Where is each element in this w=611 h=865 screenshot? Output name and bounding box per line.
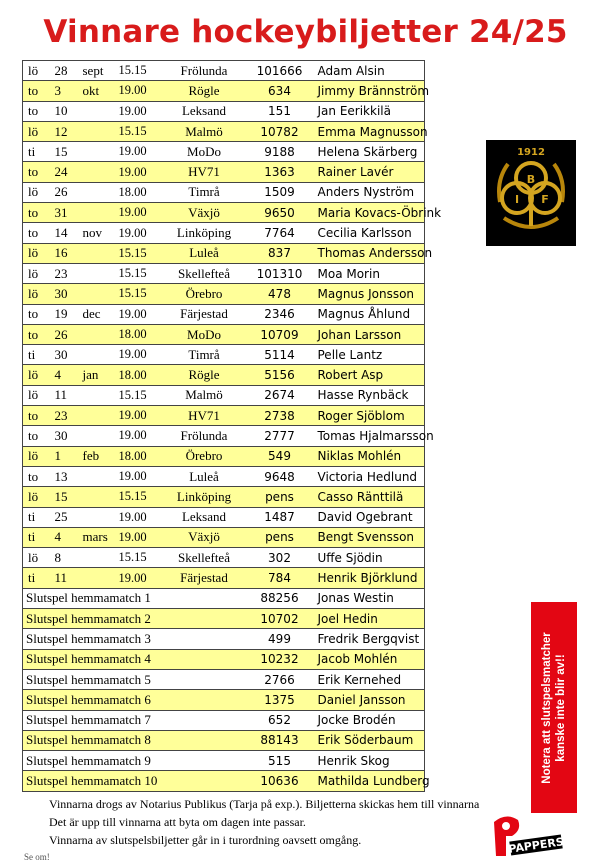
opponent-cell: Timrå: [157, 182, 252, 202]
month-cell: sept: [83, 61, 119, 81]
table-row: [23, 446, 425, 466]
winner-cell: Jonas Westin: [308, 588, 425, 608]
winner-cell: Maria Kovacs-Öbrink: [308, 203, 425, 223]
winner-cell: Henrik Björklund: [308, 568, 425, 588]
table-row: [23, 81, 425, 101]
time-cell: 15.15: [119, 548, 157, 568]
month-cell: [83, 243, 119, 263]
month-cell: [83, 548, 119, 568]
time-cell: 18.00: [119, 365, 157, 385]
ticket-number-cell: pens: [252, 527, 308, 547]
table-row: [23, 203, 425, 223]
time-cell: 15.15: [119, 487, 157, 507]
opponent-cell: HV71: [157, 406, 252, 426]
ticket-number-cell: 1487: [252, 507, 308, 527]
winner-cell: Erik Kernehed: [308, 669, 425, 689]
winner-cell: Daniel Jansson: [308, 690, 425, 710]
opponent-cell: Timrå: [157, 345, 252, 365]
ticket-number-cell: 10232: [252, 649, 308, 669]
month-cell: [83, 487, 119, 507]
ticket-number-cell: 1363: [252, 162, 308, 182]
table-row: [23, 406, 425, 426]
opponent-cell: Malmö: [157, 385, 252, 405]
notice-line-2: kanske inte blir av!!: [555, 653, 567, 762]
winner-cell: Roger Sjöblom: [308, 406, 425, 426]
month-cell: [83, 142, 119, 162]
date-cell: 8: [55, 548, 83, 568]
playoff-label-cell: Slutspel hemmamatch 6: [23, 690, 252, 710]
opponent-cell: Färjestad: [157, 568, 252, 588]
opponent-cell: Växjö: [157, 203, 252, 223]
time-cell: 19.00: [119, 81, 157, 101]
weekday-cell: to: [23, 101, 55, 121]
table-row: [23, 609, 425, 629]
table-row: [23, 304, 425, 324]
winner-cell: Erik Söderbaum: [308, 730, 425, 750]
month-cell: [83, 162, 119, 182]
table-row: [23, 121, 425, 141]
weekday-cell: ti: [23, 345, 55, 365]
ticket-number-cell: 302: [252, 548, 308, 568]
table-row: [23, 690, 425, 710]
ticket-number-cell: 634: [252, 81, 308, 101]
winner-cell: Pelle Lantz: [308, 345, 425, 365]
playoff-label-cell: Slutspel hemmamatch 8: [23, 730, 252, 750]
sponsor-name: PAPPERS: [507, 835, 564, 856]
table-row: [23, 751, 425, 771]
weekday-cell: to: [23, 304, 55, 324]
ticket-number-cell: 784: [252, 568, 308, 588]
ticket-number-cell: 5114: [252, 345, 308, 365]
time-cell: 18.00: [119, 446, 157, 466]
opponent-cell: Rögle: [157, 365, 252, 385]
table-row: [23, 324, 425, 344]
pappers-logo-icon: [492, 812, 564, 860]
ticket-number-cell: 10709: [252, 324, 308, 344]
ticket-number-cell: 478: [252, 284, 308, 304]
ticket-number-cell: 10636: [252, 771, 308, 791]
date-cell: 30: [55, 426, 83, 446]
table-row: [23, 487, 425, 507]
ticket-number-cell: 10782: [252, 121, 308, 141]
footer-text: [49, 795, 519, 849]
table-row: [23, 142, 425, 162]
weekday-cell: lö: [23, 385, 55, 405]
ticket-number-cell: 652: [252, 710, 308, 730]
time-cell: 19.00: [119, 527, 157, 547]
playoff-label-cell: Slutspel hemmamatch 4: [23, 649, 252, 669]
opponent-cell: Linköping: [157, 223, 252, 243]
winner-cell: Cecilia Karlsson: [308, 223, 425, 243]
month-cell: [83, 385, 119, 405]
weekday-cell: lö: [23, 487, 55, 507]
weekday-cell: to: [23, 466, 55, 486]
winner-cell: Henrik Skog: [308, 751, 425, 771]
opponent-cell: Örebro: [157, 284, 252, 304]
date-cell: 31: [55, 203, 83, 223]
time-cell: 15.15: [119, 263, 157, 283]
time-cell: 19.00: [119, 101, 157, 121]
table-row: [23, 730, 425, 750]
ticket-number-cell: 1509: [252, 182, 308, 202]
ticket-number-cell: 9650: [252, 203, 308, 223]
date-cell: 16: [55, 243, 83, 263]
date-cell: 19: [55, 304, 83, 324]
time-cell: 19.00: [119, 223, 157, 243]
weekday-cell: lö: [23, 446, 55, 466]
date-cell: 12: [55, 121, 83, 141]
svg-text:F: F: [541, 193, 549, 206]
playoff-label-cell: Slutspel hemmamatch 3: [23, 629, 252, 649]
table-row: [23, 527, 425, 547]
table-row: [23, 588, 425, 608]
date-cell: 4: [55, 527, 83, 547]
opponent-cell: Örebro: [157, 446, 252, 466]
time-cell: 15.15: [119, 284, 157, 304]
winner-cell: Johan Larsson: [308, 324, 425, 344]
ticket-number-cell: 2777: [252, 426, 308, 446]
winner-cell: Anders Nyström: [308, 182, 425, 202]
ticket-number-cell: 10702: [252, 609, 308, 629]
date-cell: 3: [55, 81, 83, 101]
weekday-cell: to: [23, 162, 55, 182]
winner-cell: David Ogebrant: [308, 507, 425, 527]
table-row: [23, 629, 425, 649]
weekday-cell: lö: [23, 243, 55, 263]
opponent-cell: Luleå: [157, 243, 252, 263]
time-cell: 19.00: [119, 406, 157, 426]
winner-cell: Hasse Rynbäck: [308, 385, 425, 405]
date-cell: 11: [55, 568, 83, 588]
playoff-label-cell: Slutspel hemmamatch 5: [23, 669, 252, 689]
ticket-number-cell: 7764: [252, 223, 308, 243]
month-cell: dec: [83, 304, 119, 324]
month-cell: feb: [83, 446, 119, 466]
winner-cell: Adam Alsin: [308, 61, 425, 81]
opponent-cell: Skellefteå: [157, 263, 252, 283]
ticket-number-cell: 499: [252, 629, 308, 649]
opponent-cell: Luleå: [157, 466, 252, 486]
time-cell: 18.00: [119, 324, 157, 344]
table-row: [23, 548, 425, 568]
winner-cell: Rainer Lavér: [308, 162, 425, 182]
playoff-label-cell: Slutspel hemmamatch 10: [23, 771, 252, 791]
table-row: [23, 284, 425, 304]
ticket-number-cell: 2346: [252, 304, 308, 324]
winner-cell: Victoria Hedlund: [308, 466, 425, 486]
weekday-cell: ti: [23, 142, 55, 162]
table-row: [23, 263, 425, 283]
table-row: [23, 61, 425, 81]
table-row: [23, 710, 425, 730]
weekday-cell: lö: [23, 284, 55, 304]
winner-cell: Emma Magnusson: [308, 121, 425, 141]
table-row: [23, 771, 425, 791]
winner-cell: Jacob Mohlén: [308, 649, 425, 669]
ticket-number-cell: 2674: [252, 385, 308, 405]
date-cell: 14: [55, 223, 83, 243]
weekday-cell: lö: [23, 263, 55, 283]
time-cell: 19.00: [119, 142, 157, 162]
date-cell: 24: [55, 162, 83, 182]
month-cell: [83, 284, 119, 304]
playoff-label-cell: Slutspel hemmamatch 2: [23, 609, 252, 629]
ticket-number-cell: 2738: [252, 406, 308, 426]
winner-cell: Helena Skärberg: [308, 142, 425, 162]
weekday-cell: to: [23, 426, 55, 446]
date-cell: 26: [55, 324, 83, 344]
month-cell: [83, 101, 119, 121]
weekday-cell: to: [23, 406, 55, 426]
svg-text:B: B: [526, 173, 536, 186]
opponent-cell: Färjestad: [157, 304, 252, 324]
weekday-cell: ti: [23, 568, 55, 588]
ticket-number-cell: 9188: [252, 142, 308, 162]
weekday-cell: lö: [23, 61, 55, 81]
footer-line-1: Vinnarna drogs av Notarius Publikus (Tarja på exp.). Biljetterna skickas hem till vinnarna: [49, 797, 480, 811]
opponent-cell: Malmö: [157, 121, 252, 141]
time-cell: 15.15: [119, 61, 157, 81]
table-row: [23, 385, 425, 405]
weekday-cell: ti: [23, 527, 55, 547]
ticket-number-cell: 151: [252, 101, 308, 121]
playoff-label-cell: Slutspel hemmamatch 1: [23, 588, 252, 608]
ticket-number-cell: 837: [252, 243, 308, 263]
table-row: [23, 669, 425, 689]
weekday-cell: lö: [23, 121, 55, 141]
opponent-cell: Rögle: [157, 81, 252, 101]
month-cell: jan: [83, 365, 119, 385]
date-cell: 26: [55, 182, 83, 202]
playoff-notice: [531, 602, 577, 813]
table-row: [23, 426, 425, 446]
date-cell: 23: [55, 406, 83, 426]
weekday-cell: to: [23, 223, 55, 243]
winner-cell: Casso Ränttilä: [308, 487, 425, 507]
month-cell: nov: [83, 223, 119, 243]
date-cell: 23: [55, 263, 83, 283]
opponent-cell: MoDo: [157, 324, 252, 344]
date-cell: 10: [55, 101, 83, 121]
table-row: [23, 101, 425, 121]
notice-line-1: Notera att slutspelsmatcher: [541, 631, 553, 784]
logo-year: 1912: [517, 147, 545, 158]
time-cell: 19.00: [119, 426, 157, 446]
table-row: [23, 649, 425, 669]
month-cell: [83, 324, 119, 344]
ticket-number-cell: 1375: [252, 690, 308, 710]
time-cell: 19.00: [119, 304, 157, 324]
month-cell: [83, 568, 119, 588]
club-crest-icon: [486, 140, 576, 246]
opponent-cell: MoDo: [157, 142, 252, 162]
date-cell: 11: [55, 385, 83, 405]
table-row: [23, 507, 425, 527]
month-cell: [83, 345, 119, 365]
winners-table: [22, 60, 442, 792]
month-cell: [83, 406, 119, 426]
date-cell: 4: [55, 365, 83, 385]
winner-cell: Jan Eerikkilä: [308, 101, 425, 121]
time-cell: 18.00: [119, 182, 157, 202]
ticket-number-cell: 88143: [252, 730, 308, 750]
opponent-cell: Linköping: [157, 487, 252, 507]
ticket-number-cell: 2766: [252, 669, 308, 689]
date-cell: 13: [55, 466, 83, 486]
table-row: [23, 243, 425, 263]
winner-cell: Fredrik Bergqvist: [308, 629, 425, 649]
opponent-cell: Skellefteå: [157, 548, 252, 568]
table-row: [23, 162, 425, 182]
ticket-number-cell: pens: [252, 487, 308, 507]
opponent-cell: Växjö: [157, 527, 252, 547]
time-cell: 19.00: [119, 203, 157, 223]
date-cell: 25: [55, 507, 83, 527]
ticket-number-cell: 101310: [252, 263, 308, 283]
time-cell: 19.00: [119, 162, 157, 182]
opponent-cell: Frölunda: [157, 61, 252, 81]
time-cell: 19.00: [119, 507, 157, 527]
ticket-number-cell: 549: [252, 446, 308, 466]
winner-cell: Joel Hedin: [308, 609, 425, 629]
winner-cell: Magnus Jonsson: [308, 284, 425, 304]
month-cell: [83, 263, 119, 283]
month-cell: okt: [83, 81, 119, 101]
winner-cell: Bengt Svensson: [308, 527, 425, 547]
opponent-cell: HV71: [157, 162, 252, 182]
table-row: [23, 223, 425, 243]
svg-text:I: I: [514, 193, 520, 206]
weekday-cell: ti: [23, 507, 55, 527]
time-cell: 19.00: [119, 568, 157, 588]
month-cell: [83, 466, 119, 486]
winner-cell: Jocke Brodén: [308, 710, 425, 730]
winner-cell: Tomas Hjalmarsson: [308, 426, 425, 446]
time-cell: 15.15: [119, 121, 157, 141]
winner-cell: Mathilda Lundberg: [308, 771, 425, 791]
time-cell: 15.15: [119, 385, 157, 405]
date-cell: 15: [55, 142, 83, 162]
opponent-cell: Frölunda: [157, 426, 252, 446]
table-row: [23, 365, 425, 385]
weekday-cell: lö: [23, 182, 55, 202]
month-cell: [83, 507, 119, 527]
weekday-cell: to: [23, 324, 55, 344]
ticket-number-cell: 88256: [252, 588, 308, 608]
month-cell: [83, 121, 119, 141]
winner-cell: Moa Morin: [308, 263, 425, 283]
winner-cell: Magnus Åhlund: [308, 304, 425, 324]
date-cell: 30: [55, 284, 83, 304]
winner-cell: Niklas Mohlén: [308, 446, 425, 466]
page-title: Vinnare hockeybiljetter 24/25: [43, 14, 568, 50]
weekday-cell: to: [23, 203, 55, 223]
time-cell: 19.00: [119, 466, 157, 486]
cutoff-text: Se om!: [24, 852, 50, 862]
winner-cell: Uffe Sjödin: [308, 548, 425, 568]
footer-line-3: Vinnarna av slutspelsbiljetter går in i turordning oavsett omgång.: [49, 833, 362, 847]
weekday-cell: lö: [23, 365, 55, 385]
winner-cell: Jimmy Brännström: [308, 81, 425, 101]
time-cell: 15.15: [119, 243, 157, 263]
date-cell: 1: [55, 446, 83, 466]
month-cell: [83, 182, 119, 202]
date-cell: 30: [55, 345, 83, 365]
month-cell: [83, 203, 119, 223]
winner-cell: Thomas Andersson: [308, 243, 425, 263]
ticket-number-cell: 5156: [252, 365, 308, 385]
table-row: [23, 568, 425, 588]
table-row: [23, 182, 425, 202]
weekday-cell: to: [23, 81, 55, 101]
table-row: [23, 345, 425, 365]
date-cell: 15: [55, 487, 83, 507]
playoff-label-cell: Slutspel hemmamatch 7: [23, 710, 252, 730]
opponent-cell: Leksand: [157, 507, 252, 527]
ticket-number-cell: 515: [252, 751, 308, 771]
month-cell: mars: [83, 527, 119, 547]
ticket-number-cell: 101666: [252, 61, 308, 81]
ticket-number-cell: 9648: [252, 466, 308, 486]
playoff-label-cell: Slutspel hemmamatch 9: [23, 751, 252, 771]
time-cell: 19.00: [119, 345, 157, 365]
footer-line-2: Det är upp till vinnarna att byta om dagen inte passar.: [49, 815, 306, 829]
month-cell: [83, 426, 119, 446]
opponent-cell: Leksand: [157, 101, 252, 121]
weekday-cell: lö: [23, 548, 55, 568]
table-row: [23, 466, 425, 486]
date-cell: 28: [55, 61, 83, 81]
winner-cell: Robert Asp: [308, 365, 425, 385]
